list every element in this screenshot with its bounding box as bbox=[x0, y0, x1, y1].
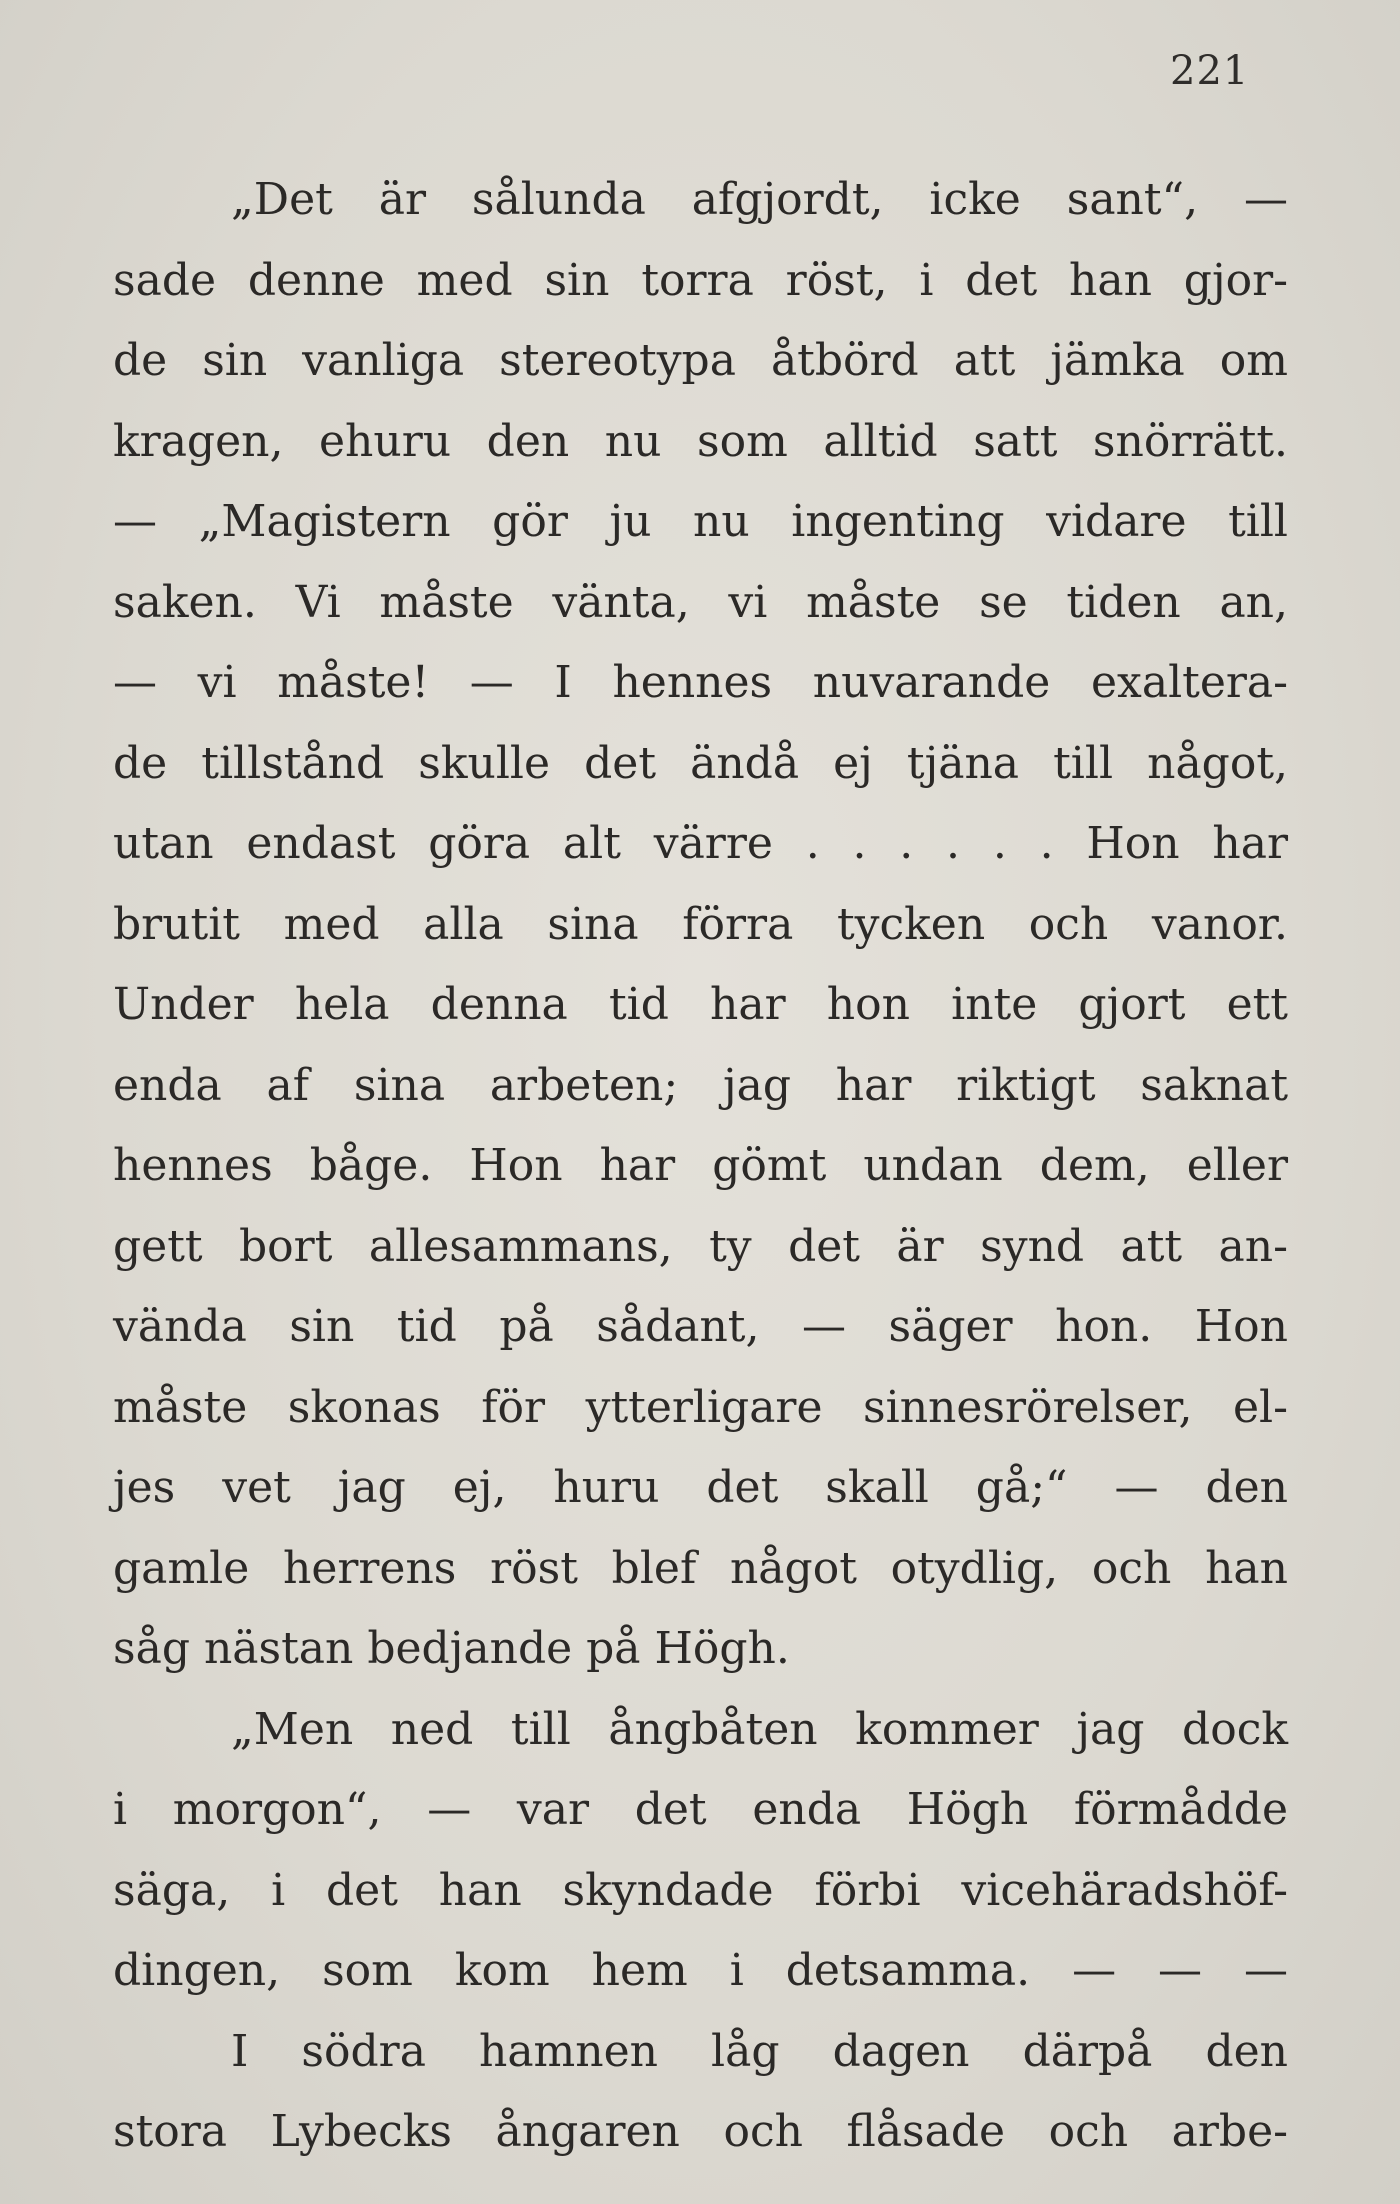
text-line: i morgon“, — var det enda Högh förmådde bbox=[113, 1784, 1288, 1835]
text-line: hennes båge. Hon har gömt undan dem, eller bbox=[113, 1140, 1288, 1191]
text-line: gett bort allesammans, ty det är synd att an- bbox=[113, 1220, 1288, 1272]
text-line: vända sin tid på sådant, — säger hon. Hon bbox=[113, 1301, 1288, 1352]
text-line: saken. Vi måste vänta, vi måste se tiden an, bbox=[113, 576, 1288, 628]
text-line: sade denne med sin torra röst, i det han gjor- bbox=[113, 254, 1288, 306]
page-number: 221 bbox=[1170, 48, 1250, 94]
text-line: måste skonas för ytterligare sinnesrörelser, el- bbox=[113, 1381, 1288, 1433]
text-line: säga, i det han skyndade förbi vicehäradshöf- bbox=[113, 1864, 1288, 1916]
text-line: I södra hamnen låg dagen därpå den bbox=[231, 2025, 1288, 2077]
text-line: gamle herrens röst blef något otydlig, och han bbox=[113, 1542, 1288, 1594]
text-line: utan endast göra alt värre . . . . . . Hon har bbox=[113, 818, 1288, 869]
body-text bbox=[113, 160, 1288, 2173]
text-line: de sin vanliga stereotypa åtbörd att jämka om bbox=[113, 335, 1288, 386]
text-line: „Det är sålunda afgjordt, icke sant“, — bbox=[231, 174, 1288, 225]
text-line: såg nästan bedjande på Högh. bbox=[113, 1623, 790, 1674]
text-line: jes vet jag ej, huru det skall gå;“ — den bbox=[113, 1462, 1288, 1513]
text-line: „Men ned till ångbåten kommer jag dock bbox=[231, 1703, 1288, 1755]
text-line: — vi måste! — I hennes nuvarande exaltera- bbox=[113, 657, 1288, 708]
text-line: enda af sina arbeten; jag har riktigt saknat bbox=[113, 1059, 1288, 1111]
text-line: kragen, ehuru den nu som alltid satt snörrätt. bbox=[113, 415, 1288, 467]
text-line: de tillstånd skulle det ändå ej tjäna till något, bbox=[113, 737, 1288, 789]
text-line: stora Lybecks ångaren och flåsade och arbe- bbox=[113, 2106, 1288, 2157]
text-line: Under hela denna tid har hon inte gjort ett bbox=[113, 979, 1288, 1030]
text-line: — „Magistern gör ju nu ingenting vidare till bbox=[113, 496, 1288, 547]
text-line: brutit med alla sina förra tycken och vanor. bbox=[113, 898, 1288, 950]
text-line: dingen, som kom hem i detsamma. — — — bbox=[113, 1945, 1288, 1996]
